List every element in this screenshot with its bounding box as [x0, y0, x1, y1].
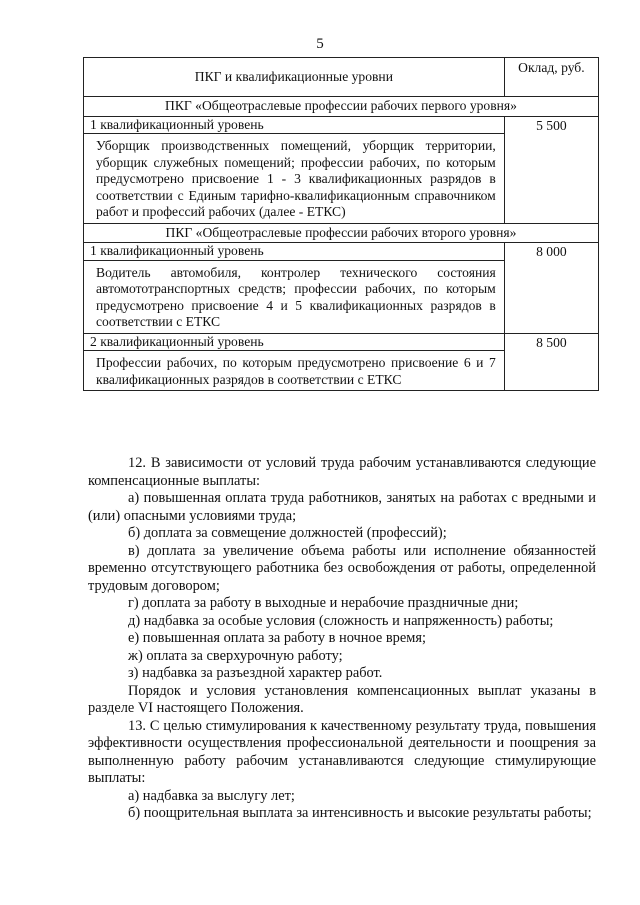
- paragraph: з) надбавка за разъездной характер работ.: [128, 665, 383, 681]
- level-description: Профессии рабочих, по которым предусмотрено присвоение 6 и 7 квалификационных разрядов в соответствии с ЕТКС: [84, 351, 505, 391]
- salary-table: [83, 57, 599, 391]
- paragraph: е) повышенная оплата за работу в ночное время;: [128, 630, 426, 646]
- paragraph: ж) оплата за сверхурочную работу;: [128, 647, 343, 664]
- level-label: 1 квалификационный уровень: [84, 116, 505, 134]
- group-title-row: [84, 223, 599, 243]
- body-text: [88, 455, 596, 823]
- group-title: ПКГ «Общеотраслевые профессии рабочих второго уровня»: [84, 223, 599, 243]
- paragraph: а) повышенная оплата труда работников, занятых на работах с вредными и (или) опасными условиями труда;: [88, 490, 596, 524]
- paragraph: в) доплата за увеличение объема работы или исполнение обязанностей временно отсутствующего работника без освобождения от работы, определенной трудовым договором;: [88, 542, 596, 594]
- level-row: [84, 243, 599, 261]
- paragraph: д) надбавка за особые условия (сложность и напряженность) работы;: [128, 612, 554, 629]
- paragraph: 13. С целью стимулирования к качественному результату труда, повышения эффективности осуществления профессиональной деятельности и поощрения за выполненную работу рабочим устанавливаются следующие стимулирующие выплаты:: [88, 717, 596, 786]
- page-number: 5: [316, 36, 324, 52]
- level-row: [84, 333, 599, 351]
- header-pkg-levels: ПКГ и квалификационные уровни: [84, 58, 505, 97]
- salary-value: 8 500: [504, 333, 598, 391]
- paragraph: г) доплата за работу в выходные и нерабочие праздничные дни;: [128, 595, 519, 611]
- table-header-row: [84, 58, 599, 97]
- group-title: ПКГ «Общеотраслевые профессии рабочих первого уровня»: [84, 97, 599, 117]
- header-salary: Оклад, руб.: [504, 58, 598, 97]
- level-description: Уборщик производственных помещений, уборщик территории, уборщик служебных помещений; профессии рабочих, по которым предусмотрено присвоение 1 - 3 квалификационных разрядов в соответствии с Единым тарифно-квалификационным справочником работ и профессий рабочих (далее - ЕТКС): [84, 134, 505, 224]
- paragraph: б) поощрительная выплата за интенсивность и высокие результаты работы;: [128, 805, 592, 821]
- paragraph: б) доплата за совмещение должностей (профессий);: [128, 525, 447, 541]
- salary-value: 8 000: [504, 243, 598, 334]
- level-row: [84, 116, 599, 134]
- paragraph: а) надбавка за выслугу лет;: [128, 787, 295, 804]
- paragraph: 12. В зависимости от условий труда рабочим устанавливаются следующие компенсационные выплаты:: [88, 455, 596, 489]
- paragraph: Порядок и условия установления компенсационных выплат указаны в разделе VI настоящего Положения.: [88, 682, 596, 716]
- level-description: Водитель автомобиля, контролер технического состояния автомототранспортных средств; профессии рабочих, по которым предусмотрено присвоение 4 и 5 квалификационных разрядов в соответствии с ЕТКС: [84, 260, 505, 333]
- level-label: 1 квалификационный уровень: [84, 243, 505, 261]
- group-title-row: [84, 97, 599, 117]
- level-label: 2 квалификационный уровень: [84, 333, 505, 351]
- salary-value: 5 500: [504, 116, 598, 223]
